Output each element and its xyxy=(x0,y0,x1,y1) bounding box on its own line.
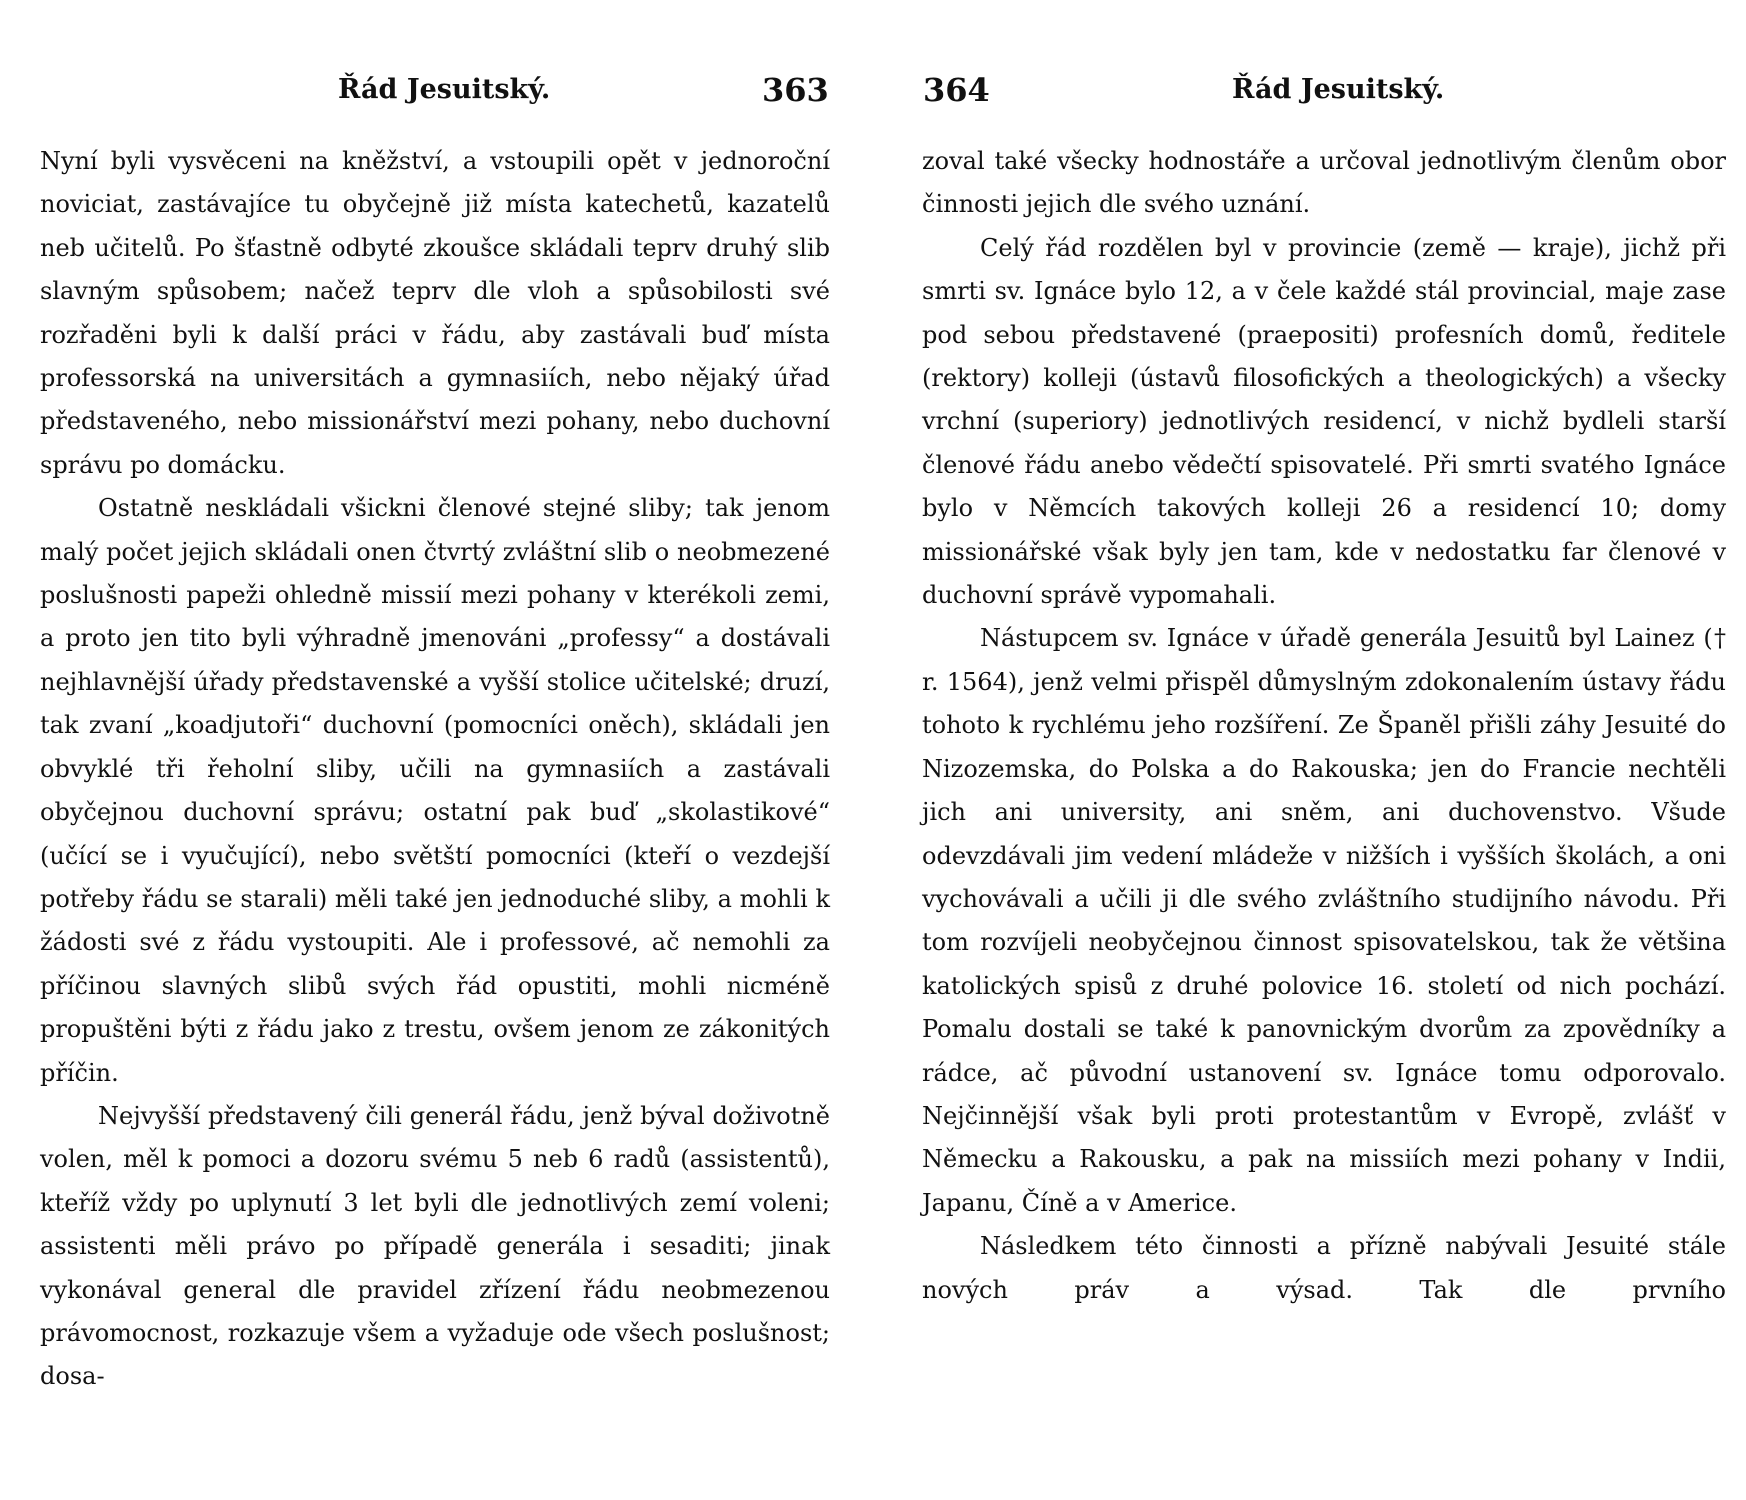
paragraph: Nástupcem sv. Ignáce v úřadě generála Jesuitů byl Lainez († r. 1564), jenž velmi přispěl důmyslným zdokonalením ústavy řádu tohoto k rychlému jeho rozšíření. Ze Španěl přišli záhy Jesuité do Nizozemska, do Polska a do Rakouska; jen do Francie nechtěli jich ani university, ani sněm, ani duchovenstvo. Všude odevzdávali jim vedení mládeže v nižších i vyšších školách, a oni vychovávali a učili ji dle svého zvláštního studijního návodu. Při tom rozvíjeli neobyčejnou činnost spisovatelskou, tak že většina katolických spisů z druhé polovice 16. století od nich pochází. Pomalu dostali se také k panovnickým dvorům za zpovědníky a rádce, ač původní ustanovení sv. Ignáce tomu odporovalo. Nejčinnější však byli proti protestantům v Evropě, zvlášť v Německu a Rakousku, a pak na missiích mezi pohany v Indii, Japanu, Číně a v Americe. xyxy=(922,624,1726,1217)
paragraph: Nejvyšší představený čili generál řádu, jenž býval doživotně volen, měl k pomoci a dozoru svému 5 neb 6 radů (assistentů), kteříž vždy po uplynutí 3 let byli dle jednotlivých zemí voleni; assistenti měli právo po případě generála i sesaditi; jinak vykonával general dle pravidel zřízení řádu neobmezenou právomocnost, rozkazuje všem a vyžaduje ode všech poslušnost; dosa- xyxy=(40,1101,830,1391)
running-head: Řád Jesuitský. xyxy=(338,74,551,105)
paragraph: Celý řád rozdělen byl v provincie (země — kraje), jichž při smrti sv. Ignáce bylo 12, a v čele každé stál provincial, maje zase pod sebou představené (praepositi) profesních domů, ředitele (rektory) kolleji (ústavů filosofických a theologických) a všecky vrchní (superiory) jednotlivých residencí, v nichž bydleli starší členové řádu anebo vědečtí spisovatelé. Při smrti svatého Ignáce bylo v Němcích takových kolleji 26 a residencí 10; domy missionářské však byly jen tam, kde v nedostatku far členové v duchovní správě vypomahali. xyxy=(922,233,1726,610)
paragraph: Následkem této činnosti a přízně nabývali Jesuité stále nových práv a výsad. Tak dle prvního xyxy=(922,1232,1726,1304)
page-number: 364 xyxy=(923,71,990,109)
right-page xyxy=(873,0,1746,1500)
paragraph: Ostatně neskládali všickni členové stejné sliby; tak jenom malý počet jejich skládali onen čtvrtý zvláštní slib o neobmezené poslušnosti papeži ohledně missií mezi pohany v kterékoli zemi, a proto jen tito byli výhradně jmenováni „professy“ a dostávali nejhlavnější úřady představenské a vyšší stolice učitelské; druzí, tak zvaní „koadjutoři“ duchovní (pomocníci oněch), skládali jen obvyklé tři řeholní sliby, učili na gymnasiích a zastávali obyčejnou duchovní správu; ostatní pak buď „skolastikové“ (učící se i vyučující), nebo světští pomocníci (kteří o vezdejší potřeby řádu se starali) měli také jen jednoduché sliby, a mohli k žádosti své z řádu vystoupiti. Ale i professové, ač nemohli za příčinou slavných slibů svých řád opustiti, mohli nicméně propuštěni býti z řádu jako z trestu, ovšem jenom ze zákonitých příčin. xyxy=(40,494,830,1087)
page-number: 363 xyxy=(762,71,829,109)
body-text xyxy=(40,140,830,1399)
paragraph: zoval také všecky hodnostáře a určoval jednotlivým členům obor činnosti jejich dle svého uznání. xyxy=(922,147,1726,219)
body-text xyxy=(922,140,1726,1312)
running-head: Řád Jesuitský. xyxy=(1232,74,1445,105)
paragraph: Nyní byli vysvěceni na kněžství, a vstoupili opět v jednoroční noviciat, zastávajíce tu obyčejně již místa katechetů, kazatelů neb učitelů. Po šťastně odbyté zkoušce skládali teprv druhý slib slavným spůsobem; načež teprv dle vloh a spůsobilosti své rozřaděni byli k další práci v řádu, aby zastávali buď místa professorská na universitách a gymnasiích, nebo nějaký úřad představeného, nebo missionářství mezi pohany, nebo duchovní správu po domácku. xyxy=(40,147,830,479)
